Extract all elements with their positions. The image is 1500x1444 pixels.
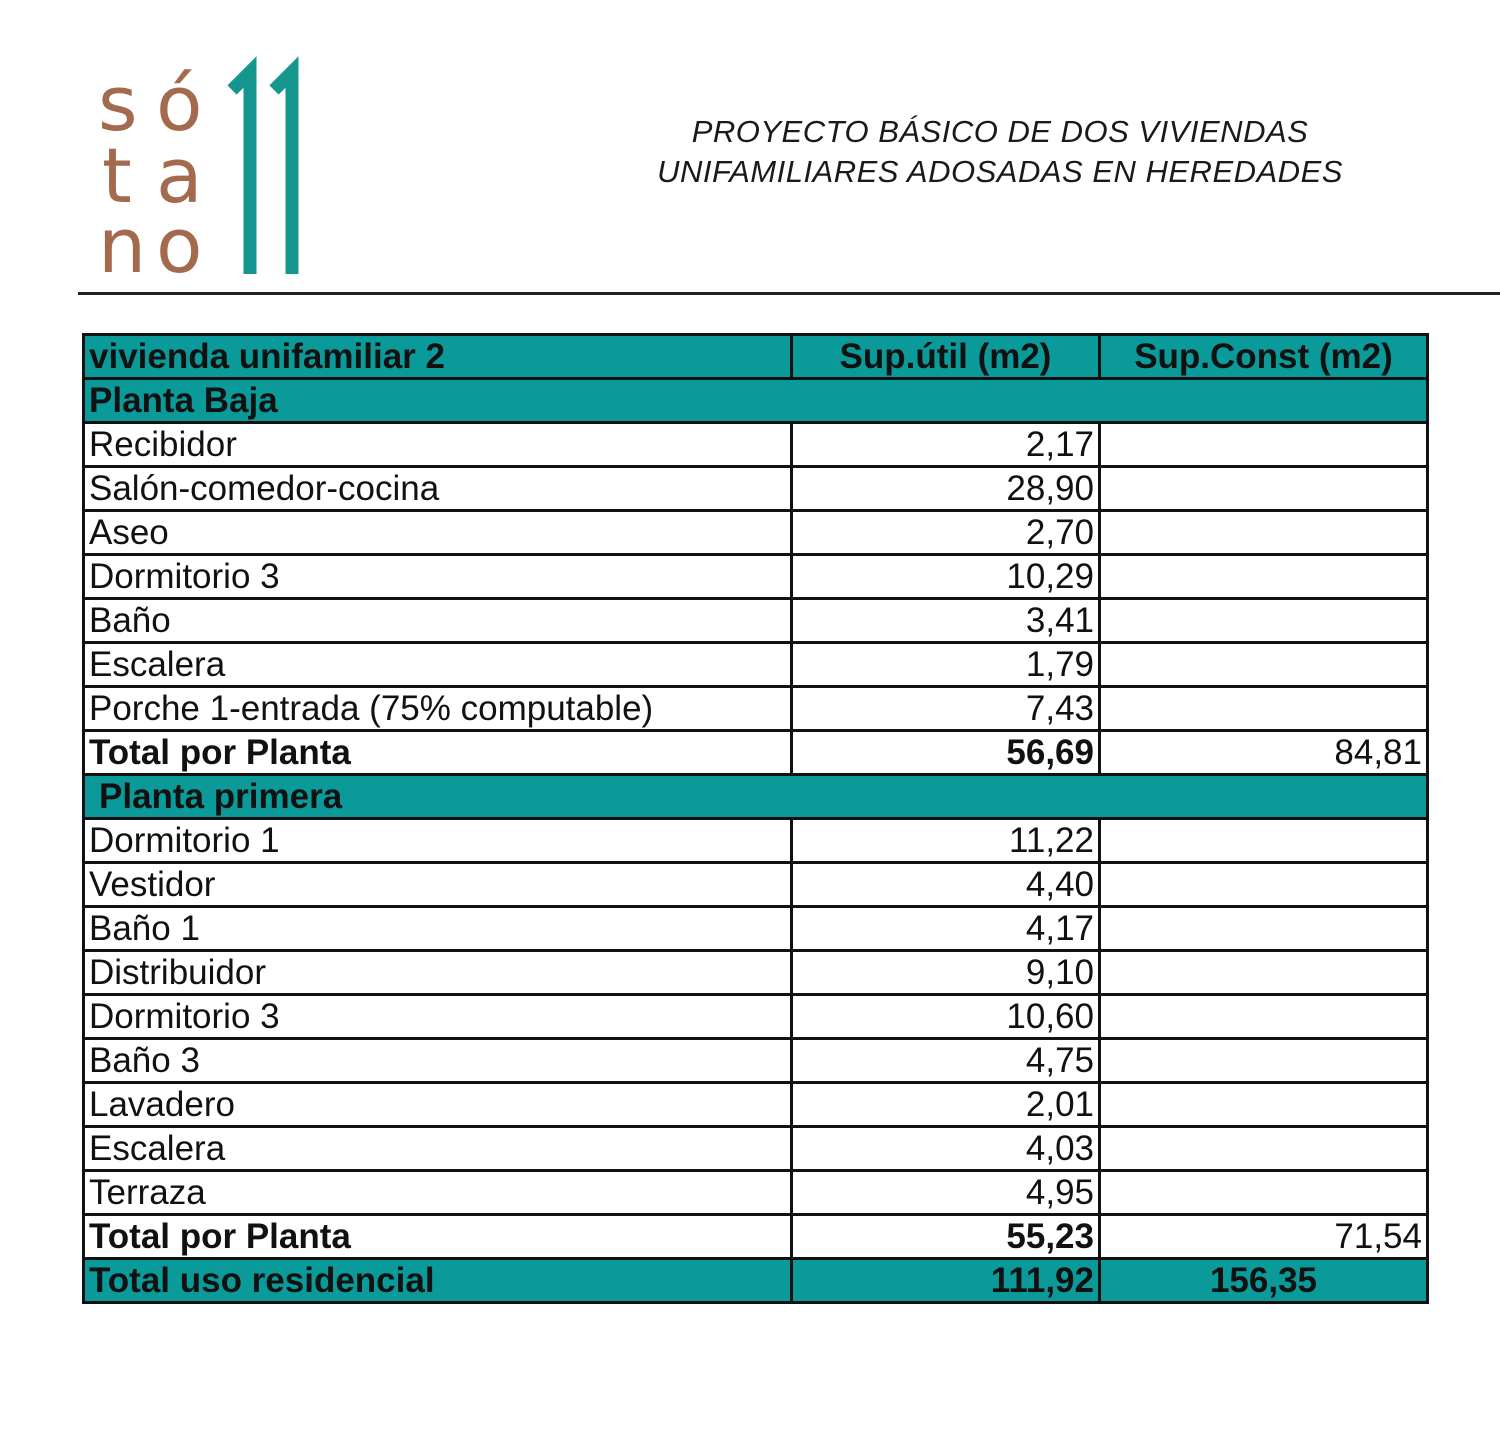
room-built-area — [1100, 907, 1428, 951]
grand-total-row — [84, 1259, 1428, 1303]
floor-total-built: 71,54 — [1100, 1215, 1428, 1259]
room-built-area — [1100, 423, 1428, 467]
room-useful-area: 10,60 — [792, 995, 1100, 1039]
floor-total-label: Total por Planta — [84, 731, 792, 775]
project-title-line-1: PROYECTO BÁSICO DE DOS VIVIENDAS — [691, 114, 1309, 149]
table-row — [84, 1039, 1428, 1083]
section-row — [84, 379, 1428, 423]
room-useful-area: 2,17 — [792, 423, 1100, 467]
room-name: Porche 1-entrada (75% computable) — [84, 687, 792, 731]
table-row — [84, 951, 1428, 995]
room-useful-area: 10,29 — [792, 555, 1100, 599]
room-useful-area: 4,17 — [792, 907, 1100, 951]
room-name: Lavadero — [84, 1083, 792, 1127]
room-built-area — [1100, 467, 1428, 511]
section-title: Planta primera — [84, 775, 1428, 819]
room-built-area — [1100, 819, 1428, 863]
room-name: Recibidor — [84, 423, 792, 467]
grand-total-label: Total uso residencial — [84, 1259, 792, 1303]
logo-graphic — [98, 50, 318, 290]
floor-total-built: 84,81 — [1100, 731, 1428, 775]
room-useful-area: 4,95 — [792, 1171, 1100, 1215]
column-header-built-area: Sup.Const (m2) — [1100, 335, 1428, 379]
table-row — [84, 643, 1428, 687]
section-title: Planta Baja — [84, 379, 1428, 423]
table-row — [84, 687, 1428, 731]
room-built-area — [1100, 951, 1428, 995]
logo-digit-1b — [274, 72, 292, 274]
logo-number-11 — [232, 72, 292, 274]
table-row — [84, 555, 1428, 599]
table-row — [84, 1171, 1428, 1215]
company-logo — [98, 50, 318, 290]
room-built-area — [1100, 1171, 1428, 1215]
column-header-dwelling: vivienda unifamiliar 2 — [84, 335, 792, 379]
floor-total-row — [84, 1215, 1428, 1259]
room-useful-area: 1,79 — [792, 643, 1100, 687]
floor-total-useful: 56,69 — [792, 731, 1100, 775]
room-name: Baño 3 — [84, 1039, 792, 1083]
room-built-area — [1100, 555, 1428, 599]
section-row — [84, 775, 1428, 819]
room-useful-area: 4,03 — [792, 1127, 1100, 1171]
room-useful-area: 9,10 — [792, 951, 1100, 995]
room-built-area — [1100, 511, 1428, 555]
room-built-area — [1100, 995, 1428, 1039]
room-built-area — [1100, 1039, 1428, 1083]
room-useful-area: 4,40 — [792, 863, 1100, 907]
room-name: Dormitorio 3 — [84, 555, 792, 599]
surface-table — [82, 333, 1429, 1304]
room-useful-area: 3,41 — [792, 599, 1100, 643]
room-built-area — [1100, 687, 1428, 731]
room-built-area — [1100, 599, 1428, 643]
logo-letter-a: a — [156, 131, 203, 220]
room-name: Dormitorio 3 — [84, 995, 792, 1039]
project-title — [600, 112, 1400, 192]
table-header-row — [84, 335, 1428, 379]
room-name: Distribuidor — [84, 951, 792, 995]
room-name: Vestidor — [84, 863, 792, 907]
surface-table-body — [84, 335, 1428, 1303]
room-name: Salón-comedor-cocina — [84, 467, 792, 511]
room-useful-area: 7,43 — [792, 687, 1100, 731]
room-name: Terraza — [84, 1171, 792, 1215]
table-row — [84, 599, 1428, 643]
room-name: Baño 1 — [84, 907, 792, 951]
table-row — [84, 467, 1428, 511]
room-name: Escalera — [84, 643, 792, 687]
column-header-useful-area: Sup.útil (m2) — [792, 335, 1100, 379]
floor-total-useful: 55,23 — [792, 1215, 1100, 1259]
grand-total-built: 156,35 — [1100, 1259, 1428, 1303]
floor-total-row — [84, 731, 1428, 775]
room-built-area — [1100, 863, 1428, 907]
table-row — [84, 819, 1428, 863]
grand-total-useful: 111,92 — [792, 1259, 1100, 1303]
room-name: Aseo — [84, 511, 792, 555]
table-row — [84, 511, 1428, 555]
table-row — [84, 907, 1428, 951]
room-useful-area: 11,22 — [792, 819, 1100, 863]
floor-total-label: Total por Planta — [84, 1215, 792, 1259]
room-useful-area: 2,70 — [792, 511, 1100, 555]
room-useful-area: 2,01 — [792, 1083, 1100, 1127]
table-row — [84, 423, 1428, 467]
logo-letter-t: t — [102, 131, 132, 220]
table-row — [84, 1083, 1428, 1127]
room-built-area — [1100, 1083, 1428, 1127]
room-name: Dormitorio 1 — [84, 819, 792, 863]
logo-letter-o: o — [156, 201, 203, 290]
room-built-area — [1100, 643, 1428, 687]
logo-digit-1a — [232, 72, 250, 274]
logo-letter-n: n — [98, 201, 147, 290]
room-name: Baño — [84, 599, 792, 643]
project-title-line-2: UNIFAMILIARES ADOSADAS EN HEREDADES — [657, 154, 1343, 189]
table-row — [84, 863, 1428, 907]
room-useful-area: 28,90 — [792, 467, 1100, 511]
table-row — [84, 1127, 1428, 1171]
room-built-area — [1100, 1127, 1428, 1171]
header-divider — [78, 292, 1500, 295]
logo-letter-o-acute: ó — [156, 59, 203, 148]
room-useful-area: 4,75 — [792, 1039, 1100, 1083]
table-row — [84, 995, 1428, 1039]
logo-letter-s: s — [98, 59, 138, 148]
room-name: Escalera — [84, 1127, 792, 1171]
